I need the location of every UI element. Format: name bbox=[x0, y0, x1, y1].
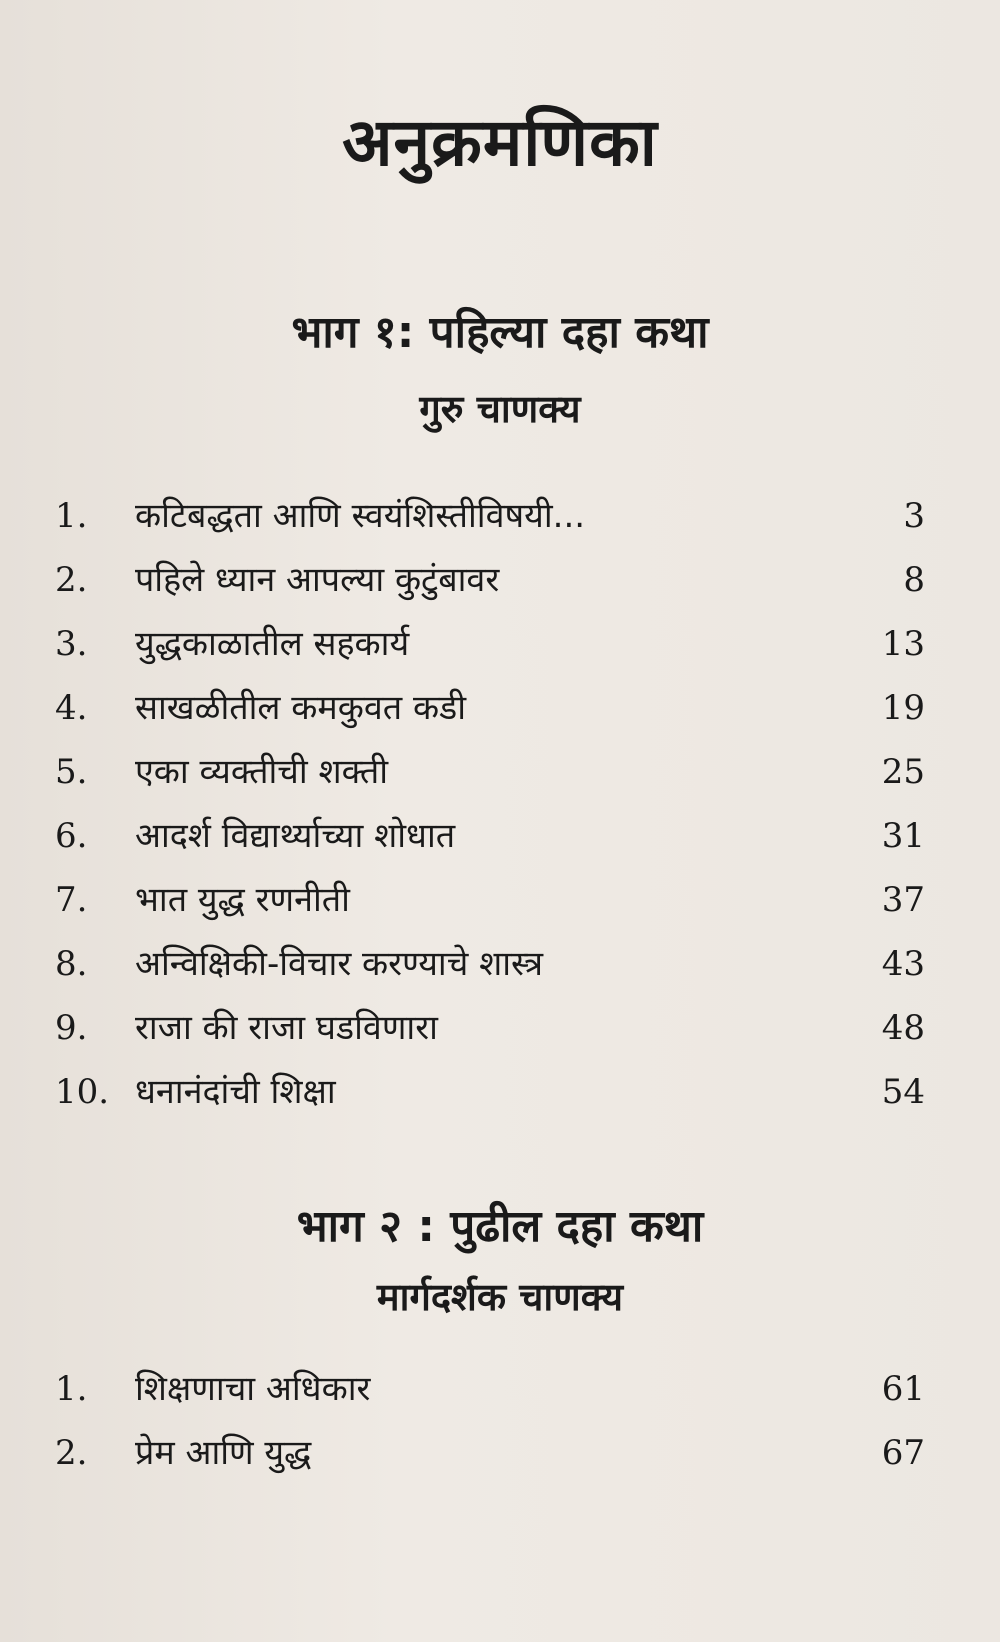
toc-entry-title: कटिबद्धता आणि स्वयंशिस्तीविषयी... bbox=[135, 496, 586, 536]
toc-entry-title: भात युद्ध रणनीती bbox=[135, 880, 350, 920]
part-2-heading: भाग २ : पुढील दहा कथा bbox=[296, 1201, 704, 1252]
toc-entry bbox=[55, 676, 925, 740]
toc-entry bbox=[55, 1357, 925, 1421]
toc-entry-page: 67 bbox=[881, 1433, 925, 1473]
toc-entry-title: आदर्श विद्यार्थ्याच्या शोधात bbox=[135, 816, 456, 856]
toc-entry-title: साखळीतील कमकुवत कडी bbox=[135, 688, 467, 728]
toc-entry-title: एका व्यक्तीची शक्ती bbox=[135, 752, 389, 792]
toc-entry bbox=[55, 804, 925, 868]
toc-entry-page: 31 bbox=[881, 816, 925, 856]
part-1-subheading: गुरु चाणक्य bbox=[419, 387, 581, 431]
toc-entry bbox=[55, 932, 925, 996]
toc-entry-title: पहिले ध्यान आपल्या कुटुंबावर bbox=[135, 560, 500, 600]
toc-entry bbox=[55, 1421, 925, 1485]
toc-entry bbox=[55, 484, 925, 548]
toc-entry-number: 1. bbox=[55, 496, 88, 536]
toc-entry-page: 61 bbox=[881, 1369, 925, 1409]
page-title: अनुक्रमणिका bbox=[342, 104, 658, 181]
toc-entry bbox=[55, 548, 925, 612]
part-2-subheading: मार्गदर्शक चाणक्य bbox=[376, 1275, 624, 1319]
toc-entry-number: 10. bbox=[55, 1072, 110, 1112]
toc-entry-page: 8 bbox=[903, 560, 925, 600]
toc-entry bbox=[55, 612, 925, 676]
toc-entry-page: 13 bbox=[881, 624, 925, 664]
toc-entry-number: 2. bbox=[55, 1433, 88, 1473]
toc-entry-title: अन्विक्षिकी-विचार करण्याचे शास्त्र bbox=[135, 944, 544, 984]
toc-entry-title: धनानंदांची शिक्षा bbox=[135, 1072, 336, 1112]
toc-entry-title: युद्धकाळातील सहकार्य bbox=[135, 624, 410, 664]
toc-entry-number: 5. bbox=[55, 752, 88, 792]
toc-entry-number: 9. bbox=[55, 1008, 88, 1048]
toc-entry bbox=[55, 868, 925, 932]
toc-entry-page: 3 bbox=[903, 496, 925, 536]
toc-entry-title: प्रेम आणि युद्ध bbox=[135, 1433, 312, 1473]
toc-entry bbox=[55, 996, 925, 1060]
toc-entry-number: 3. bbox=[55, 624, 88, 664]
part-1-toc-list bbox=[55, 484, 925, 1124]
toc-entry-page: 43 bbox=[881, 944, 925, 984]
toc-entry-number: 2. bbox=[55, 560, 88, 600]
toc-entry bbox=[55, 740, 925, 804]
toc-entry-number: 7. bbox=[55, 880, 88, 920]
toc-entry-page: 48 bbox=[881, 1008, 925, 1048]
toc-entry bbox=[55, 1060, 925, 1124]
toc-entry-number: 6. bbox=[55, 816, 88, 856]
toc-entry-number: 4. bbox=[55, 688, 88, 728]
toc-entry-title: राजा की राजा घडविणारा bbox=[135, 1008, 438, 1048]
toc-entry-page: 25 bbox=[881, 752, 925, 792]
toc-entry-page: 37 bbox=[881, 880, 925, 920]
toc-entry-number: 8. bbox=[55, 944, 88, 984]
part-2-toc-list bbox=[55, 1357, 925, 1485]
toc-entry-page: 19 bbox=[881, 688, 925, 728]
toc-entry-title: शिक्षणाचा अधिकार bbox=[135, 1369, 371, 1409]
part-1-heading: भाग १: पहिल्या दहा कथा bbox=[291, 307, 709, 358]
toc-entry-page: 54 bbox=[881, 1072, 925, 1112]
toc-entry-number: 1. bbox=[55, 1369, 88, 1409]
